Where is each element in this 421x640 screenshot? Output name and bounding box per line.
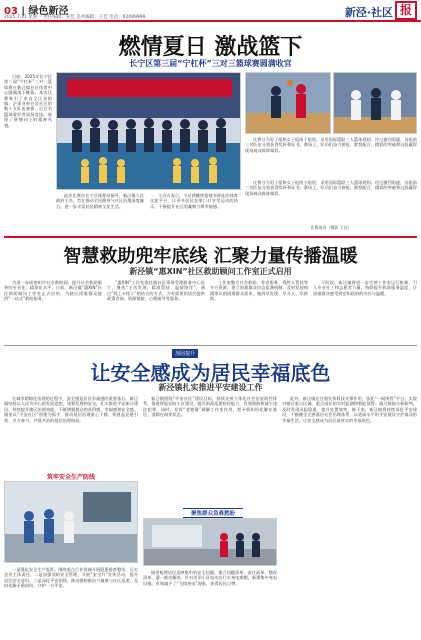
article1-subtitle: 长宁区第三届“宁杠杯”三对三篮球赛圆满收官 — [129, 59, 292, 68]
article3-left-subhead: 筑牢安全生产防线 — [46, 474, 95, 481]
article2-title: 智慧救助兜牢底线 汇聚力量传播温暖 — [63, 246, 358, 267]
article3-subtitle: 新泾镇扎实推进平安建设工作 — [158, 383, 263, 392]
page-header — [0, 0, 421, 22]
article2-col1: 为进一步织密织牢社会救助网，提升社会救助服务的专业化、精准化水平，日前，新泾镇“惠XIN”社区救助顾问工作室正式启用，为辖区困难群众提供“一站式”救助服务。 — [4, 280, 102, 302]
article1-col5: 比赛分为男子组和女子组两个组别，采用国际篮联三人篮球规则。经过激烈角逐，各组前三名队伍分别获得奖杯和证书。赛场上，队员们奋力拼抢、默契配合，精彩的突破和远投赢得现场观众阵阵喝彩。 — [245, 180, 417, 196]
article1-col3: 此次比赛由长宁区体育局指导，新泾镇人民政府主办，旨在推动全民健身与社区治理深度融合，进一步丰富居民精神文化生活。 — [56, 193, 144, 209]
basketball-photo-team — [333, 72, 417, 134]
divider — [4, 345, 417, 346]
section-tag: 加固提升 — [172, 349, 198, 358]
article1-col1: 日前，2025年长宁区第三届“宁杠杯”三对三篮球赛在新泾镇社区体育中心圆满落下帷幕。本次比赛吸引了来自全区各街镇、企事业单位及社区的数十支队伍参赛，近百名篮球爱好者同场竞技，展现了拼搏向上的精神风貌。 — [4, 74, 52, 128]
community-photo — [143, 518, 277, 566]
photo-caption: 比赛现场（摄影 王佳） — [310, 225, 352, 230]
safety-photo — [4, 481, 138, 563]
article1-col2: 比赛分为男子组和女子组两个组别，采用国际篮联三人篮球规则。经过激烈角逐，各组前三名队伍分别获得奖杯和证书。赛场上，队员们奋力拼抢、默契配合，精彩的突破和远投赢得现场观众阵阵喝彩。 — [245, 137, 417, 153]
page-number: 03 | 绿色新泾 — [4, 6, 69, 17]
basketball-photo-action — [245, 72, 331, 134]
article3-mid-text: 新泾镇围绕“平安社区”建设目标，持续完善立体化社会治安防控体系，推进智能安防小区建设，提升街面巡逻防控能力，有效预防和减少违法犯罪。同时，发挥“老娘舅”调解工作室作用，把矛盾纠纷化解在基层、消除在萌芽状态。 — [143, 396, 277, 418]
article1-title: 燃情夏日 激战篮下 — [118, 34, 303, 60]
date-line: 2025.7.21 星期一 责任编辑：宋佳 美术编辑：王佳 电话：62089999 — [4, 15, 146, 20]
basketball-photo-main — [56, 72, 241, 190]
article3-mid-text2: 镇里梳理居民反映集中的安全问题，建立问题清单、责任清单、整改清单，逐一推动解决。针对老旧小区电动自行车充电难题，新建集中充电设施，有效减少了“飞线充电”现象，获得居民点赞。 — [143, 570, 277, 586]
article2-col2: “惠XIN”工作室依托镇社区事务受理服务中心设立，聚焦“主动发现、精准帮扶、温情陪伴”，通过“线上+线下”相结合的方式，为有需要的居民提供政策咨询、资源链接、心理疏导等服务。 — [107, 280, 205, 302]
article3-title: 让安全感成为居民幸福底色 — [90, 361, 331, 385]
article3-left-text2: 一是强化安全生产监管。围绕重点行业领域开展隐患排查整治，压实企业主体责任。二是加强消防安全管理，开展“安全月”宣传活动，提升居民安全意识。三是深化平安创建，推动群防群治力量参与社区巡逻，及时化解矛盾纠纷，守护一方平安。 — [4, 567, 138, 589]
article3-right-text: 此外，新泾镇还注重发挥科技支撑作用，依托“一网统管”平台，实现对辖区重点区域、重点部位的实时监测和智能预警。通过数据分析研判，及时发现风险隐患，提升处置效率。接下来，新泾镇将持续深化平安建设，不断健全完善基层社会治理体系，以更高水平的平安建设守护群众的幸福生活，让安全感成为居民最厚实的幸福底色。 — [282, 396, 417, 423]
article2-col4: 下阶段，新泾镇将进一步完善工作室运行机制，引入专业社工和志愿者力量，持续提升救助服务温度，让困难群众感受到党和政府的关怀与温暖。 — [313, 280, 417, 296]
article3-left-text: 在城市精细化治理的过程中，安全感是居民幸福感的重要基石。新泾镇坚持以人民为中心的发展思想，统筹发展和安全，扎实推进平安新泾建设，持续提升辖区治理效能，不断增强群众的获得感、幸福感和安全感。镇里以“平安社区”创建为抓手，推动基层治理重心下移，构建起党建引领、多方参与、共建共治的基层治理格局。 — [4, 396, 138, 423]
article2-col3: 工作室整合社会救助、养老服务、残疾人帮扶等多方资源，建立困难群众动态监测机制，及时发现和精准识别困难群众需求，做到早发现、早介入、早救助。 — [210, 280, 308, 302]
article1-col4: 主办方表示，今后将继续搭建多样化的体育交流平台，让更多居民在家门口享受运动的快乐，不断提升社区的凝聚力和幸福感。 — [150, 193, 238, 209]
stamp-logo: 报 — [395, 1, 417, 20]
brand-title: 新泾·社区 — [344, 6, 393, 19]
article3-mid-subhead: 聚焦群众急难愁盼 — [183, 508, 243, 518]
divider — [4, 236, 417, 238]
article2-subtitle: 新泾镇“惠XIN”社区救助顾问工作室正式启用 — [129, 267, 292, 276]
